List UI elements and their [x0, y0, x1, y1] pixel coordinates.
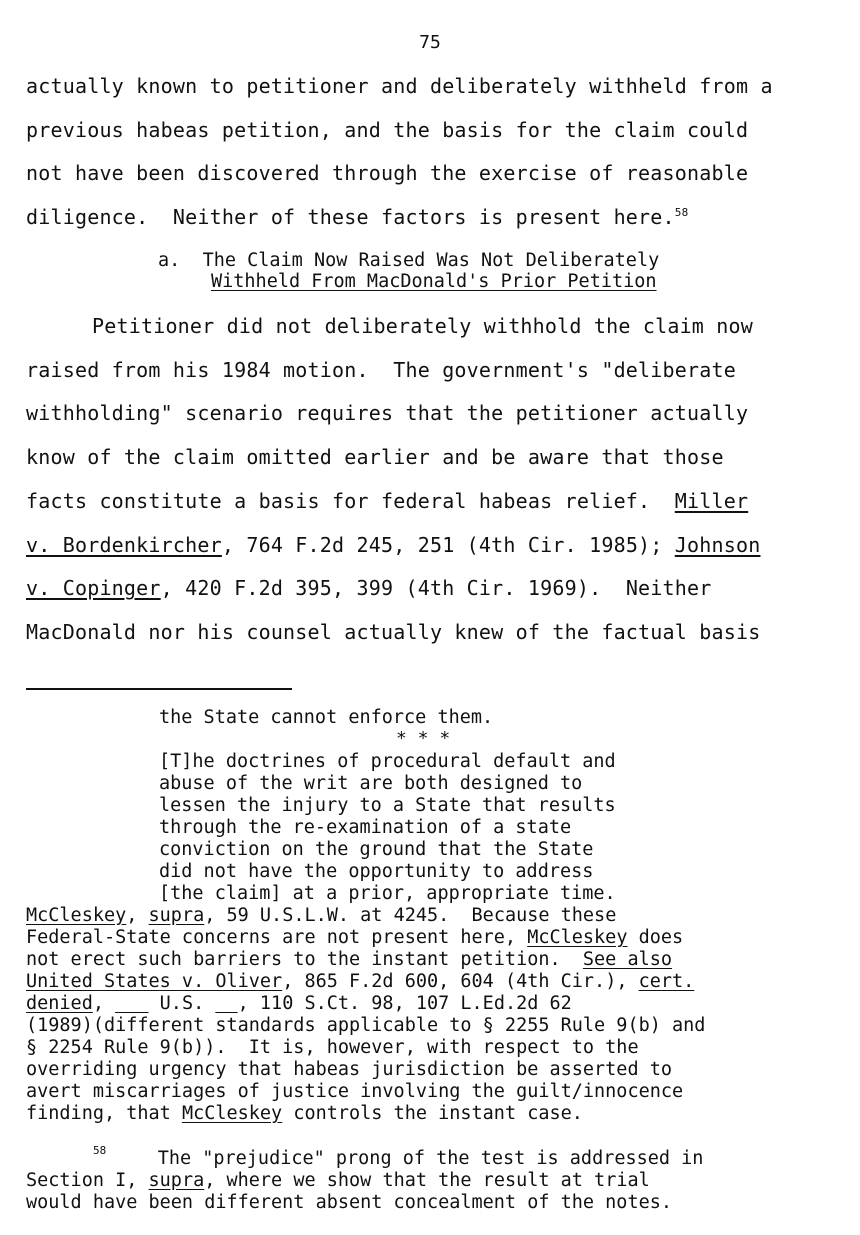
case-citation: McCleskey — [527, 927, 628, 948]
body-line: Petitioner did not deliberately withhold the claim now — [92, 314, 754, 338]
body-text: , 764 F.2d 245, 251 (4th Cir. 1985); — [221, 533, 675, 557]
footnote-text: , 865 F.2d 600, 604 (4th Cir.), — [282, 971, 639, 992]
footnote-text: , 110 S.Ct. 98, 107 L.Ed.2d 62 — [237, 993, 572, 1014]
citation-signal: cert. — [638, 971, 695, 992]
page-number: 75 — [419, 32, 441, 53]
footnote-line: avert miscarriages of justice involving the guilt/innocence — [26, 1081, 684, 1102]
footnote-quote-line: did not have the opportunity to address — [159, 861, 594, 882]
heading-line-2: Withheld From MacDonald's Prior Petition — [211, 271, 657, 292]
footnote-quote-line: abuse of the writ are both designed to — [159, 773, 583, 794]
footnote-line — [26, 1103, 583, 1125]
body-line: actually known to petitioner and deliberately withheld from a — [26, 74, 773, 98]
footnote-quote-line: through the re-examination of a state — [159, 817, 572, 838]
footnote-quote-line: [the claim] at a prior, appropriate time. — [159, 883, 616, 904]
footnote-text: not erect such barriers to the instant petition. — [26, 949, 583, 970]
case-citation: United States v. Oliver — [26, 971, 283, 992]
citation-signal: See also — [582, 949, 673, 970]
body-line — [26, 205, 688, 229]
case-citation: v. Bordenkircher — [26, 533, 222, 557]
footnote-line: overriding urgency that habeas jurisdiction be asserted to — [26, 1059, 673, 1080]
footnote-line: would have been different absent concealment of the notes. — [26, 1192, 673, 1213]
footnote-text: , 59 U.S.L.W. at 4245. Because these — [204, 905, 617, 926]
footnote-text: , where we show that the result at trial — [204, 1170, 650, 1191]
footnote-text: Federal-State concerns are not present here, — [26, 927, 528, 948]
body-line — [26, 533, 760, 557]
section-heading — [158, 250, 659, 271]
footnote-quote-line: [T]he doctrines of procedural default and — [159, 751, 616, 772]
blank-page — [215, 993, 237, 1014]
case-citation: McCleskey — [26, 905, 127, 926]
body-line: raised from his 1984 motion. The government's "deliberate — [26, 358, 736, 382]
footnote-number-58: 58 — [93, 1144, 107, 1157]
heading-line-1: The Claim Now Raised Was Not Deliberately — [202, 250, 660, 271]
footnote-text: does — [627, 927, 684, 948]
citation-signal: denied — [26, 993, 93, 1014]
footnote-line — [26, 927, 683, 949]
case-citation: Johnson — [674, 533, 761, 557]
footnote-line: § 2254 Rule 9(b)). It is, however, with respect to the — [26, 1037, 639, 1058]
footnote-separator — [26, 688, 292, 690]
footnote-line: The "prejudice" prong of the test is addressed in — [102, 1148, 704, 1169]
footnote-text: finding, that — [26, 1103, 182, 1124]
citation-signal: supra — [148, 1170, 205, 1191]
case-citation: Miller — [674, 489, 749, 513]
heading-marker: a. — [158, 250, 181, 271]
body-text: , 420 F.2d 395, 399 (4th Cir. 1969). Neither — [160, 576, 712, 600]
case-citation: v. Copinger — [26, 576, 161, 600]
body-text: facts constitute a basis for federal habeas relief. — [26, 489, 675, 513]
body-line: MacDonald nor his counsel actually knew of the factual basis — [26, 620, 761, 644]
footnote-line — [26, 1170, 650, 1192]
blank-volume — [115, 993, 148, 1014]
footnote-line — [26, 971, 694, 993]
body-line — [26, 489, 748, 513]
footnote-quote-line: lessen the injury to a State that results — [159, 795, 616, 816]
footnote-ref-58: 58 — [674, 206, 689, 219]
footnote-quote-line: conviction on the ground that the State — [159, 839, 594, 860]
footnote-line — [26, 905, 616, 927]
body-line: previous habeas petition, and the basis for the claim could — [26, 118, 749, 142]
footnote-quote-line: the State cannot enforce them. — [159, 707, 494, 728]
footnote-text: U.S. — [148, 993, 216, 1014]
footnote-line: (1989)(different standards applicable to § 2255 Rule 9(b) and — [26, 1015, 706, 1036]
ellipsis-stars: * * * — [396, 728, 451, 749]
body-line: know of the claim omitted earlier and be aware that those — [26, 445, 724, 469]
body-text: diligence. Neither of these factors is present here. — [26, 205, 675, 229]
footnote-line — [26, 949, 672, 971]
footnote-text: controls the instant case. — [282, 1103, 583, 1124]
citation-signal: supra — [148, 905, 205, 926]
case-citation: McCleskey — [181, 1103, 283, 1124]
body-line: withholding" scenario requires that the petitioner actually — [26, 401, 749, 425]
footnote-text: Section I, — [26, 1170, 149, 1191]
body-line: not have been discovered through the exercise of reasonable — [26, 161, 749, 185]
footnote-line — [26, 993, 572, 1015]
footnote-text: , — [92, 993, 116, 1014]
footnote-text: , — [126, 905, 149, 926]
body-line — [26, 576, 712, 600]
section-heading-line-2 — [211, 271, 657, 292]
